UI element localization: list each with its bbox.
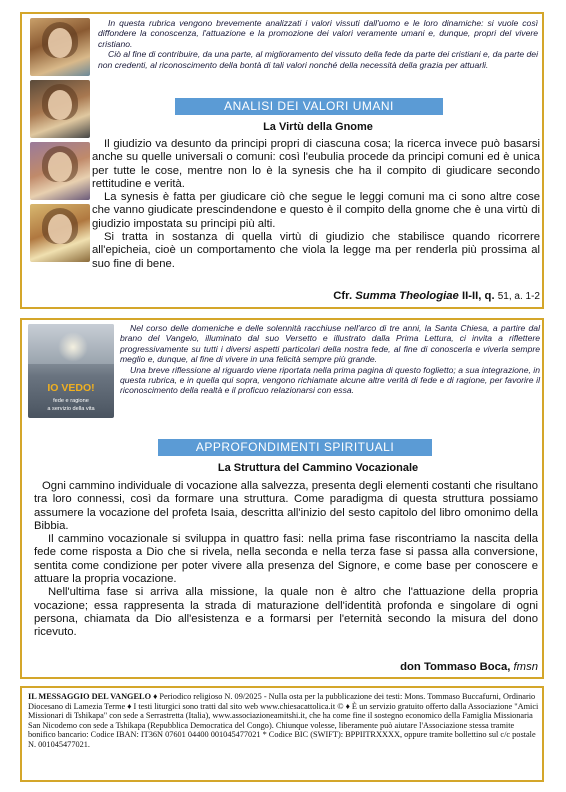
io-vedo-label: IO VEDO! <box>47 382 95 394</box>
body-paragraph: La synesis è fatta per giudicare ciò che segue le leggi comuni ma ci sono altre cose che vanno giudicate prescindendone e questo è il compito della gnome che è una virtù di giudizio impostata su principi più alti. <box>92 191 540 230</box>
portrait-image-woman <box>30 142 90 200</box>
subtitle-text: La Virtù della Gnome <box>263 121 373 133</box>
io-vedo-tagline-2: a servizio della vita <box>47 406 95 412</box>
body-paragraph: Nell'ultima fase si arriva alla missione, la quale non è altro che l'attuazione della propria vocazione; essa rappresenta la strada di maturazione dell'identità profonda e singolare di ogni persona, chiamata da Dio all'esistenza e a formarsi per l'eternità secondo la misura del dono ricevuto. <box>34 586 538 639</box>
footer-text <box>28 692 540 750</box>
citation-work: Summa Theologiae <box>355 290 459 302</box>
values-analysis-box <box>20 12 544 309</box>
citation <box>92 290 540 302</box>
portrait-image-sword <box>30 80 90 138</box>
citation-ref: II-II, q. <box>458 290 498 302</box>
section1-subtitle <box>98 121 538 133</box>
intro-paragraph: Nel corso delle domeniche e delle solennità racchiuse nell'arco di tre anni, la Santa Chiesa, a partire dal brano del Vangelo, illuminato dal suo Versetto e illustrato dalla Prima Lettura, ci invita a riflettere progressivamente su tutti i diversi aspetti particolari della nostra fede, al fine di conoscerla e viverla sempre meglio e, dunque, al fine di vivere in una felicità sempre più grande. <box>120 323 540 365</box>
intro-paragraph: Una breve riflessione al riguardo viene riportata nella prima pagina di questo foglietto; a sua integrazione, in questa rubrica, e in quella qui sopra, vengono richiamate alcune altre verità di fede e di ragione, per favorire il riconoscimento della realtà e il proficuo relazionarsi con essa. <box>120 364 540 396</box>
section2-body <box>34 480 538 640</box>
portrait-image-mirror <box>30 18 90 76</box>
body-paragraph: Il giudizio va desunto da principi propri di ciascuna cosa; la ricerca invece può basarsi anche su quelle universali o comuni: così l'eubulia procede da principi comuni ed è unica per tutte le cose, mentre non lo è la synesis che ha il compito di giudicare secondo rettitudine e verità. <box>92 138 540 190</box>
footer-box <box>20 686 544 782</box>
section1-intro <box>98 18 538 70</box>
portrait-column <box>30 18 90 266</box>
io-vedo-tagline-1: fede e ragione <box>53 398 89 404</box>
section2-intro <box>120 323 540 396</box>
body-paragraph: Si tratta in sostanza di quella virtù di giudizio che stabilisce quando ricorrere all'epicheia, cioè un comportamento che viola la legge ma per renderla più prossima al suo fine di bene. <box>92 231 540 270</box>
section2-subtitle: La Struttura del Cammino Vocazionale <box>217 462 419 474</box>
masthead: IL MESSAGGIO DEL VANGELO <box>28 692 152 701</box>
author-order: fmsn <box>513 661 538 673</box>
spiritual-insights-box <box>20 318 544 679</box>
section1-banner: ANALISI DEI VALORI UMANI <box>175 98 443 115</box>
author-name: don Tommaso Boca, <box>400 661 514 673</box>
io-vedo-image <box>28 324 114 418</box>
author-signature <box>34 661 538 673</box>
citation-prefix: Cfr. <box>333 290 356 302</box>
intro-paragraph: Ciò al fine di contribuire, da una parte, al miglioramento del vissuto della fede da parte dei cristiani e, da parte dei non credenti, al riconoscimento della bontà di tali valori nonché della necessità della grazia per attuarli. <box>98 49 538 70</box>
footer-body: ♦ Periodico religioso N. 09/2025 - Nulla osta per la pubblicazione dei testi: Mons. Tommaso Buccafurni, Ordinario Diocesano di Lamezia Terme ♦ I testi liturgici sono tratti dal sito web www.chiesacattolica.it © ♦ È un servizio gratuito offerto dalla Associazione "Amici Missionari di Tshikapa" con sede a Serrastretta (Italia), www.associazioneamitshi.it, che ha come fine il sostegno economico della Famiglia Missionaria San Nicodemo con sede a Tshikapa (Repubblica Democratica del Congo). Chiunque volesse, liberamente può aiutare l'Associazione stessa tramite bonifico bancario: Codice IBAN: IT36N 07601 04400 001045477021 * Codice BIC (SWIFT): BPPIITRXXXX, oppure tramite bollettino sul c/c postale N. 001045477021. <box>28 692 539 749</box>
intro-paragraph: In questa rubrica vengono brevemente analizzati i valori vissuti dall'uomo e le loro dinamiche: si vuole così diffondere la conoscenza, l'attuazione e la promozione dei valori veramente umani e, dunque, propri del vivere cristiano. <box>98 18 538 49</box>
body-paragraph: Il cammino vocazionale si sviluppa in quattro fasi: nella prima fase riscontriamo la nascita della fede come risposta a Dio che si rivela, nella seconda e nella terza fase si passa alla conversione, sentita come condizione per poter vivere alla presenza del Signore, e come base per conoscere e attuare la propria vocazione. <box>34 533 538 586</box>
section2-banner: APPROFONDIMENTI SPIRITUALI <box>158 439 432 456</box>
portrait-image-vase <box>30 204 90 262</box>
citation-num: 51, a. 1-2 <box>497 291 540 302</box>
section1-body <box>92 138 540 271</box>
body-paragraph: Ogni cammino individuale di vocazione alla salvezza, presenta degli elementi costanti che risultano tra loro connessi, così da formare una struttura. Come paradigma di questa struttura possiamo assumere la vocazione del profeta Isaia, descritta all'inizio del sesto capitolo del libro omonimo della Bibbia. <box>34 480 538 532</box>
